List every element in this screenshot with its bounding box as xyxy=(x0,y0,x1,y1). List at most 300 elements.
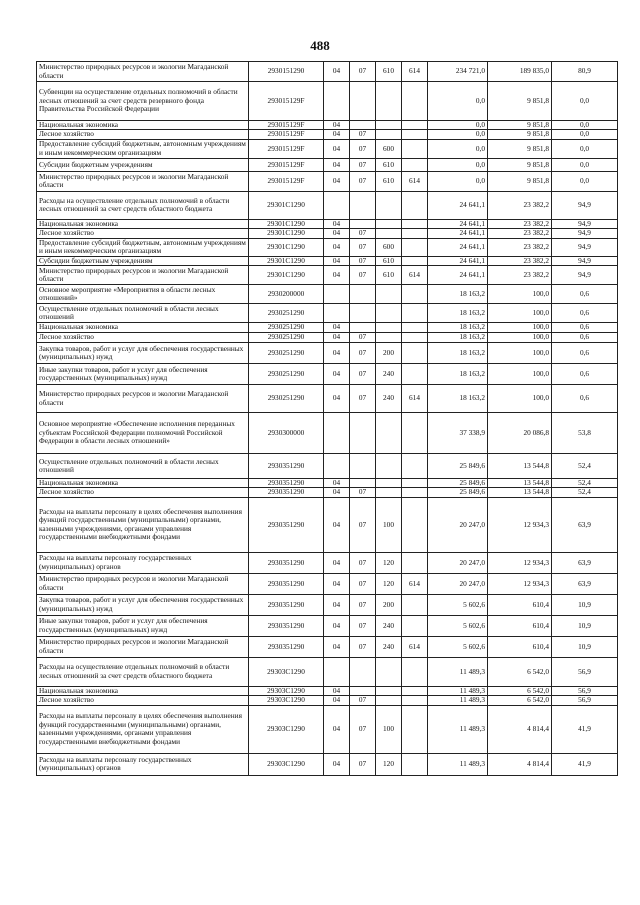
cell-grbs xyxy=(402,229,428,238)
cell-subsection xyxy=(350,219,376,228)
cell-percent: 41,9 xyxy=(552,753,618,775)
table-row xyxy=(37,333,618,343)
cell-plan: 18 163,2 xyxy=(428,304,488,323)
cell-code: 293015129F xyxy=(249,139,324,158)
cell-percent: 0,6 xyxy=(552,385,618,413)
cell-subsection xyxy=(350,413,376,454)
cell-subsection: 07 xyxy=(350,171,376,191)
cell-subsection xyxy=(350,82,376,121)
cell-name: Осуществление отдельных полномочий в области лесных отношений xyxy=(37,304,249,323)
cell-fact: 4 814,4 xyxy=(488,753,552,775)
cell-expense-type xyxy=(376,219,402,228)
cell-fact: 610,4 xyxy=(488,615,552,636)
cell-expense-type xyxy=(376,686,402,695)
cell-grbs xyxy=(402,454,428,479)
cell-grbs xyxy=(402,333,428,343)
cell-expense-type xyxy=(376,488,402,497)
cell-grbs xyxy=(402,343,428,364)
cell-grbs: 614 xyxy=(402,171,428,191)
cell-percent: 0,0 xyxy=(552,158,618,171)
cell-name: Министерство природных ресурсов и экологии Магаданской области xyxy=(37,171,249,191)
cell-section: 04 xyxy=(324,696,350,705)
cell-name: Предоставление субсидий бюджетным, автономным учреждениям и иным некоммерческим организациям xyxy=(37,238,249,256)
cell-plan: 234 721,0 xyxy=(428,62,488,82)
cell-expense-type xyxy=(376,454,402,479)
cell-code: 2930200000 xyxy=(249,285,324,304)
cell-section xyxy=(324,285,350,304)
cell-code: 2930351290 xyxy=(249,497,324,552)
cell-plan: 20 247,0 xyxy=(428,573,488,594)
cell-subsection: 07 xyxy=(350,130,376,139)
cell-grbs xyxy=(402,82,428,121)
cell-subsection: 07 xyxy=(350,573,376,594)
cell-code: 29303C1290 xyxy=(249,705,324,753)
cell-expense-type: 200 xyxy=(376,594,402,615)
cell-expense-type: 240 xyxy=(376,615,402,636)
cell-expense-type: 600 xyxy=(376,139,402,158)
cell-name: Лесное хозяйство xyxy=(37,130,249,139)
cell-subsection xyxy=(350,454,376,479)
cell-name: Лесное хозяйство xyxy=(37,488,249,497)
cell-fact: 6 542,0 xyxy=(488,696,552,705)
cell-subsection: 07 xyxy=(350,753,376,775)
cell-section: 04 xyxy=(324,130,350,139)
cell-section: 04 xyxy=(324,343,350,364)
cell-code: 293015129F xyxy=(249,82,324,121)
cell-subsection xyxy=(350,323,376,333)
cell-grbs xyxy=(402,657,428,686)
table-row xyxy=(37,139,618,158)
cell-name: Предоставление субсидий бюджетным, автономным учреждениям и иным некоммерческим организациям xyxy=(37,139,249,158)
cell-grbs xyxy=(402,158,428,171)
cell-grbs xyxy=(402,413,428,454)
cell-section: 04 xyxy=(324,158,350,171)
cell-plan: 0,0 xyxy=(428,158,488,171)
table-row xyxy=(37,385,618,413)
cell-expense-type: 120 xyxy=(376,753,402,775)
cell-expense-type: 240 xyxy=(376,636,402,657)
cell-expense-type: 610 xyxy=(376,171,402,191)
cell-expense-type xyxy=(376,479,402,488)
cell-expense-type xyxy=(376,333,402,343)
cell-section: 04 xyxy=(324,266,350,285)
table-row xyxy=(37,219,618,228)
cell-fact: 9 851,8 xyxy=(488,158,552,171)
cell-code: 29303C1290 xyxy=(249,686,324,695)
cell-code: 29303C1290 xyxy=(249,657,324,686)
cell-code: 2930151290 xyxy=(249,62,324,82)
cell-name: Национальная экономика xyxy=(37,479,249,488)
cell-code: 293015129F xyxy=(249,158,324,171)
table-row xyxy=(37,304,618,323)
cell-grbs xyxy=(402,191,428,219)
cell-fact: 610,4 xyxy=(488,594,552,615)
cell-percent: 94,9 xyxy=(552,229,618,238)
cell-section: 04 xyxy=(324,238,350,256)
cell-fact: 13 544,8 xyxy=(488,488,552,497)
cell-plan: 5 602,6 xyxy=(428,636,488,657)
cell-percent: 0,6 xyxy=(552,333,618,343)
cell-grbs xyxy=(402,323,428,333)
cell-fact: 12 934,3 xyxy=(488,497,552,552)
cell-code: 2930351290 xyxy=(249,552,324,573)
cell-expense-type: 200 xyxy=(376,343,402,364)
cell-plan: 24 641,1 xyxy=(428,266,488,285)
cell-grbs xyxy=(402,686,428,695)
cell-expense-type xyxy=(376,696,402,705)
cell-section xyxy=(324,657,350,686)
cell-section xyxy=(324,191,350,219)
cell-name: Основное мероприятие «Мероприятия в области лесных отношений» xyxy=(37,285,249,304)
cell-grbs xyxy=(402,139,428,158)
cell-code: 2930251290 xyxy=(249,333,324,343)
cell-grbs xyxy=(402,256,428,265)
cell-percent: 10,9 xyxy=(552,615,618,636)
table-row xyxy=(37,238,618,256)
cell-percent: 0,0 xyxy=(552,139,618,158)
cell-code: 29301C1290 xyxy=(249,229,324,238)
cell-subsection: 07 xyxy=(350,488,376,497)
cell-fact: 23 382,2 xyxy=(488,238,552,256)
cell-fact: 100,0 xyxy=(488,343,552,364)
cell-name: Лесное хозяйство xyxy=(37,229,249,238)
cell-percent: 56,9 xyxy=(552,657,618,686)
page-number: 488 xyxy=(310,38,330,53)
cell-name: Субсидии бюджетным учреждениям xyxy=(37,158,249,171)
cell-plan: 24 641,1 xyxy=(428,229,488,238)
cell-name: Министерство природных ресурсов и экологии Магаданской области xyxy=(37,62,249,82)
cell-code: 2930351290 xyxy=(249,636,324,657)
table-row xyxy=(37,413,618,454)
cell-plan: 25 849,6 xyxy=(428,488,488,497)
cell-grbs xyxy=(402,594,428,615)
cell-code: 2930300000 xyxy=(249,413,324,454)
cell-grbs: 614 xyxy=(402,385,428,413)
cell-expense-type xyxy=(376,304,402,323)
table-row xyxy=(37,488,618,497)
table-row xyxy=(37,121,618,130)
cell-code: 2930251290 xyxy=(249,343,324,364)
cell-percent: 0,6 xyxy=(552,285,618,304)
table-row xyxy=(37,343,618,364)
cell-section: 04 xyxy=(324,364,350,385)
table-row xyxy=(37,594,618,615)
cell-expense-type xyxy=(376,285,402,304)
cell-expense-type xyxy=(376,657,402,686)
cell-plan: 18 163,2 xyxy=(428,285,488,304)
cell-fact: 23 382,2 xyxy=(488,219,552,228)
cell-name: Иные закупки товаров, работ и услуг для обеспечения государственных (муниципальных) нужд xyxy=(37,615,249,636)
cell-name: Расходы на осуществление отдельных полномочий в области лесных отношений за счет средств областного бюджета xyxy=(37,191,249,219)
cell-subsection: 07 xyxy=(350,364,376,385)
cell-plan: 18 163,2 xyxy=(428,364,488,385)
cell-percent: 10,9 xyxy=(552,636,618,657)
cell-plan: 11 489,3 xyxy=(428,753,488,775)
cell-name: Субсидии бюджетным учреждениям xyxy=(37,256,249,265)
cell-name: Национальная экономика xyxy=(37,121,249,130)
table-row xyxy=(37,82,618,121)
cell-name: Расходы на выплаты персоналу государственных (муниципальных) органов xyxy=(37,552,249,573)
cell-name: Субвенции на осуществление отдельных полномочий в области лесных отношений за счет средств резервного фонда Правительства Российской Федерации xyxy=(37,82,249,121)
cell-expense-type xyxy=(376,413,402,454)
cell-fact: 12 934,3 xyxy=(488,573,552,594)
cell-section: 04 xyxy=(324,497,350,552)
cell-fact: 9 851,8 xyxy=(488,121,552,130)
cell-section: 04 xyxy=(324,615,350,636)
cell-name: Министерство природных ресурсов и экологии Магаданской области xyxy=(37,385,249,413)
table-row xyxy=(37,686,618,695)
cell-code: 293015129F xyxy=(249,171,324,191)
cell-percent: 52,4 xyxy=(552,454,618,479)
cell-subsection: 07 xyxy=(350,636,376,657)
cell-fact: 189 835,0 xyxy=(488,62,552,82)
cell-expense-type: 610 xyxy=(376,62,402,82)
cell-code: 293015129F xyxy=(249,130,324,139)
cell-plan: 0,0 xyxy=(428,171,488,191)
cell-fact: 610,4 xyxy=(488,636,552,657)
table-row xyxy=(37,705,618,753)
cell-plan: 11 489,3 xyxy=(428,686,488,695)
cell-percent: 41,9 xyxy=(552,705,618,753)
cell-section: 04 xyxy=(324,573,350,594)
table-row xyxy=(37,497,618,552)
cell-section: 04 xyxy=(324,62,350,82)
cell-percent: 94,9 xyxy=(552,256,618,265)
cell-plan: 24 641,1 xyxy=(428,238,488,256)
cell-subsection: 07 xyxy=(350,238,376,256)
cell-grbs xyxy=(402,121,428,130)
cell-fact: 13 544,8 xyxy=(488,454,552,479)
cell-section: 04 xyxy=(324,139,350,158)
table-row xyxy=(37,657,618,686)
cell-expense-type: 240 xyxy=(376,385,402,413)
cell-section: 04 xyxy=(324,636,350,657)
cell-percent: 0,6 xyxy=(552,364,618,385)
cell-subsection xyxy=(350,479,376,488)
cell-code: 2930351290 xyxy=(249,479,324,488)
cell-section: 04 xyxy=(324,121,350,130)
cell-section: 04 xyxy=(324,705,350,753)
cell-subsection: 07 xyxy=(350,266,376,285)
cell-section: 04 xyxy=(324,385,350,413)
cell-subsection: 07 xyxy=(350,229,376,238)
cell-fact: 23 382,2 xyxy=(488,266,552,285)
cell-percent: 10,9 xyxy=(552,594,618,615)
cell-grbs xyxy=(402,753,428,775)
cell-plan: 18 163,2 xyxy=(428,333,488,343)
cell-code: 2930351290 xyxy=(249,573,324,594)
cell-section xyxy=(324,454,350,479)
cell-code: 29303C1290 xyxy=(249,753,324,775)
cell-plan: 11 489,3 xyxy=(428,696,488,705)
cell-expense-type: 610 xyxy=(376,158,402,171)
cell-grbs xyxy=(402,304,428,323)
cell-plan: 0,0 xyxy=(428,130,488,139)
cell-fact: 9 851,8 xyxy=(488,130,552,139)
table-row xyxy=(37,229,618,238)
cell-section: 04 xyxy=(324,333,350,343)
cell-subsection: 07 xyxy=(350,594,376,615)
cell-plan: 18 163,2 xyxy=(428,323,488,333)
cell-section: 04 xyxy=(324,256,350,265)
cell-section xyxy=(324,304,350,323)
cell-fact: 100,0 xyxy=(488,285,552,304)
cell-subsection: 07 xyxy=(350,696,376,705)
table-row xyxy=(37,171,618,191)
cell-fact: 23 382,2 xyxy=(488,256,552,265)
cell-name: Министерство природных ресурсов и экологии Магаданской области xyxy=(37,573,249,594)
cell-fact: 4 814,4 xyxy=(488,705,552,753)
cell-plan: 20 247,0 xyxy=(428,497,488,552)
cell-code: 293015129F xyxy=(249,121,324,130)
cell-grbs xyxy=(402,219,428,228)
cell-name: Расходы на осуществление отдельных полномочий в области лесных отношений за счет средств областного бюджета xyxy=(37,657,249,686)
cell-code: 29301C1290 xyxy=(249,219,324,228)
cell-subsection xyxy=(350,191,376,219)
cell-expense-type: 120 xyxy=(376,552,402,573)
cell-name: Закупка товаров, работ и услуг для обеспечения государственных (муниципальных) нужд xyxy=(37,594,249,615)
table-row xyxy=(37,256,618,265)
cell-code: 2930251290 xyxy=(249,323,324,333)
table-row xyxy=(37,696,618,705)
cell-fact: 12 934,3 xyxy=(488,552,552,573)
cell-grbs xyxy=(402,488,428,497)
table-row xyxy=(37,285,618,304)
cell-percent: 56,9 xyxy=(552,686,618,695)
cell-plan: 20 247,0 xyxy=(428,552,488,573)
cell-subsection: 07 xyxy=(350,385,376,413)
cell-percent: 63,9 xyxy=(552,552,618,573)
cell-percent: 53,8 xyxy=(552,413,618,454)
cell-section: 04 xyxy=(324,552,350,573)
table-row xyxy=(37,364,618,385)
cell-subsection: 07 xyxy=(350,139,376,158)
cell-grbs xyxy=(402,552,428,573)
cell-code: 2930351290 xyxy=(249,488,324,497)
table-row xyxy=(37,573,618,594)
cell-percent: 94,9 xyxy=(552,266,618,285)
cell-percent: 80,9 xyxy=(552,62,618,82)
cell-fact: 9 851,8 xyxy=(488,171,552,191)
cell-name: Иные закупки товаров, работ и услуг для обеспечения государственных (муниципальных) нужд xyxy=(37,364,249,385)
cell-subsection: 07 xyxy=(350,705,376,753)
cell-code: 2930251290 xyxy=(249,304,324,323)
cell-plan: 0,0 xyxy=(428,121,488,130)
cell-percent: 94,9 xyxy=(552,219,618,228)
cell-name: Министерство природных ресурсов и экологии Магаданской области xyxy=(37,636,249,657)
cell-name: Закупка товаров, работ и услуг для обеспечения государственных (муниципальных) нужд xyxy=(37,343,249,364)
cell-section xyxy=(324,413,350,454)
cell-fact: 23 382,2 xyxy=(488,191,552,219)
cell-fact: 13 544,8 xyxy=(488,479,552,488)
cell-name: Национальная экономика xyxy=(37,219,249,228)
table-row xyxy=(37,552,618,573)
cell-percent: 94,9 xyxy=(552,238,618,256)
cell-code: 2930251290 xyxy=(249,364,324,385)
table-row xyxy=(37,158,618,171)
cell-grbs xyxy=(402,479,428,488)
cell-name: Основное мероприятие «Обеспечение исполнения переданных субъектам Российской Федерации полномочий Российской Федерации в области лесных отношений» xyxy=(37,413,249,454)
cell-subsection: 07 xyxy=(350,615,376,636)
cell-grbs xyxy=(402,696,428,705)
cell-name: Национальная экономика xyxy=(37,323,249,333)
cell-code: 29303C1290 xyxy=(249,696,324,705)
cell-name: Лесное хозяйство xyxy=(37,696,249,705)
cell-code: 29301C1290 xyxy=(249,238,324,256)
cell-plan: 11 489,3 xyxy=(428,705,488,753)
cell-percent: 0,0 xyxy=(552,130,618,139)
cell-section: 04 xyxy=(324,479,350,488)
cell-expense-type xyxy=(376,229,402,238)
cell-expense-type: 120 xyxy=(376,573,402,594)
cell-fact: 9 851,8 xyxy=(488,82,552,121)
table-row xyxy=(37,266,618,285)
cell-percent: 52,4 xyxy=(552,488,618,497)
cell-percent: 0,0 xyxy=(552,171,618,191)
cell-code: 2930351290 xyxy=(249,454,324,479)
cell-percent: 63,9 xyxy=(552,497,618,552)
cell-plan: 11 489,3 xyxy=(428,657,488,686)
cell-expense-type: 610 xyxy=(376,266,402,285)
cell-fact: 9 851,8 xyxy=(488,139,552,158)
cell-expense-type: 600 xyxy=(376,238,402,256)
cell-plan: 37 338,9 xyxy=(428,413,488,454)
cell-code: 29301C1290 xyxy=(249,191,324,219)
cell-name: Национальная экономика xyxy=(37,686,249,695)
cell-percent: 52,4 xyxy=(552,479,618,488)
cell-plan: 24 641,1 xyxy=(428,256,488,265)
cell-code: 2930351290 xyxy=(249,615,324,636)
cell-subsection xyxy=(350,285,376,304)
cell-fact: 6 542,0 xyxy=(488,657,552,686)
cell-percent: 56,9 xyxy=(552,696,618,705)
cell-grbs xyxy=(402,364,428,385)
cell-section: 04 xyxy=(324,229,350,238)
cell-plan: 0,0 xyxy=(428,139,488,158)
cell-percent: 0,0 xyxy=(552,121,618,130)
cell-grbs xyxy=(402,285,428,304)
cell-section: 04 xyxy=(324,323,350,333)
cell-expense-type xyxy=(376,323,402,333)
cell-percent: 0,6 xyxy=(552,304,618,323)
cell-section: 04 xyxy=(324,753,350,775)
cell-subsection: 07 xyxy=(350,62,376,82)
cell-code: 29301C1290 xyxy=(249,266,324,285)
cell-name: Министерство природных ресурсов и экологии Магаданской области xyxy=(37,266,249,285)
table-row xyxy=(37,323,618,333)
table-row xyxy=(37,130,618,139)
cell-percent: 0,0 xyxy=(552,82,618,121)
cell-section: 04 xyxy=(324,594,350,615)
table-row xyxy=(37,454,618,479)
cell-subsection: 07 xyxy=(350,333,376,343)
cell-grbs xyxy=(402,130,428,139)
cell-expense-type: 100 xyxy=(376,497,402,552)
cell-grbs: 614 xyxy=(402,266,428,285)
cell-expense-type: 100 xyxy=(376,705,402,753)
cell-fact: 20 086,8 xyxy=(488,413,552,454)
cell-grbs: 614 xyxy=(402,573,428,594)
cell-name: Расходы на выплаты персоналу государственных (муниципальных) органов xyxy=(37,753,249,775)
cell-subsection: 07 xyxy=(350,497,376,552)
cell-fact: 100,0 xyxy=(488,323,552,333)
cell-subsection: 07 xyxy=(350,158,376,171)
cell-subsection xyxy=(350,304,376,323)
cell-grbs xyxy=(402,238,428,256)
budget-table xyxy=(36,61,618,776)
cell-section: 04 xyxy=(324,219,350,228)
cell-subsection: 07 xyxy=(350,256,376,265)
